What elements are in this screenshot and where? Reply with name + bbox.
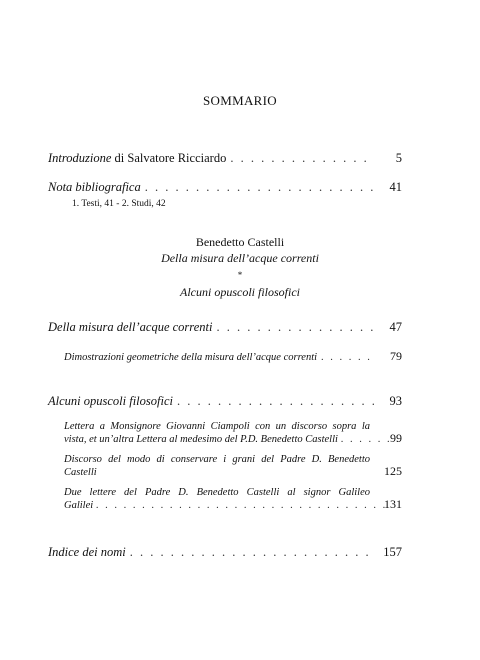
toc-label-rest: di Salvatore Ricciardo	[111, 151, 227, 165]
toc-label-italic: Introduzione	[48, 151, 112, 165]
toc-label	[48, 394, 173, 409]
toc-label-italic: Dimostrazioni geometriche della misura dell’acque correnti	[64, 352, 318, 363]
toc-subentry-dimostrazioni[interactable]	[64, 349, 402, 364]
dot-leader	[321, 352, 374, 363]
dot-leader	[145, 180, 374, 195]
page-number: 5	[395, 151, 402, 165]
entry-line-2: vista, et un’altra Lettera al medesimo del P.D. Benedetto Castelli	[64, 434, 338, 445]
work-title-2: Alcuni opuscoli filosofici	[180, 285, 300, 299]
page-number: 79	[390, 349, 402, 363]
separator-asterisk: *	[237, 270, 243, 280]
entry-line-2-row	[64, 499, 402, 512]
page-number: 41	[389, 180, 402, 194]
entry-line-2-row	[64, 433, 402, 446]
toc-entry-introduzione[interactable]	[48, 151, 402, 166]
toc-subentry-discorso-grani[interactable]	[64, 453, 402, 479]
dot-leader	[216, 320, 374, 335]
entry-line-2: Galilei	[64, 500, 94, 511]
toc-entry-della-misura[interactable]	[48, 320, 402, 335]
page-title: SOMMARIO	[203, 93, 277, 108]
dot-leader	[177, 394, 374, 409]
toc-entry-indice-dei-nomi[interactable]	[48, 545, 402, 560]
toc-label-italic: Alcuni opuscoli filosofici	[48, 394, 173, 408]
toc-label	[64, 352, 317, 363]
toc-label	[48, 320, 212, 335]
toc-label	[48, 151, 226, 166]
page-number: 125	[384, 464, 402, 478]
toc-subentry-due-lettere[interactable]	[64, 486, 402, 512]
entry-line-2-row	[64, 466, 402, 479]
entry-line-1: Due lettere del Padre D. Benedetto Castelli al signor Galileo	[64, 487, 370, 498]
page-number: 93	[389, 394, 402, 408]
dot-leader	[230, 151, 374, 166]
nota-subentries: 1. Testi, 41 - 2. Studi, 42	[72, 199, 166, 209]
entry-line-2: Castelli	[64, 467, 97, 478]
author-name: Benedetto Castelli	[195, 235, 285, 249]
dot-leader	[96, 499, 391, 512]
toc-label-italic: Indice dei nomi	[48, 545, 126, 559]
entry-line-1: Lettera a Monsignore Giovanni Ciampoli con un discorso sopra la	[64, 421, 370, 432]
toc-label	[48, 545, 126, 560]
page-number: 47	[389, 320, 402, 334]
entry-line-1: Discorso del modo di conservare i grani del Padre D. Benedetto	[64, 454, 370, 465]
page-number: 131	[384, 497, 402, 511]
page-number: 99	[390, 431, 402, 445]
dot-leader	[130, 545, 374, 560]
toc-entry-nota-bibliografica[interactable]	[48, 180, 402, 195]
toc-subentry-lettera-ciampoli[interactable]	[64, 420, 402, 446]
toc-label-italic: Della misura dell’acque correnti	[48, 320, 213, 334]
toc-entry-alcuni-opuscoli[interactable]	[48, 394, 402, 409]
page-number: 157	[383, 545, 402, 559]
toc-label-italic: Nota bibliografica	[48, 180, 141, 194]
toc-label	[48, 180, 141, 195]
work-title-1: Della misura dell’acque correnti	[161, 251, 319, 265]
